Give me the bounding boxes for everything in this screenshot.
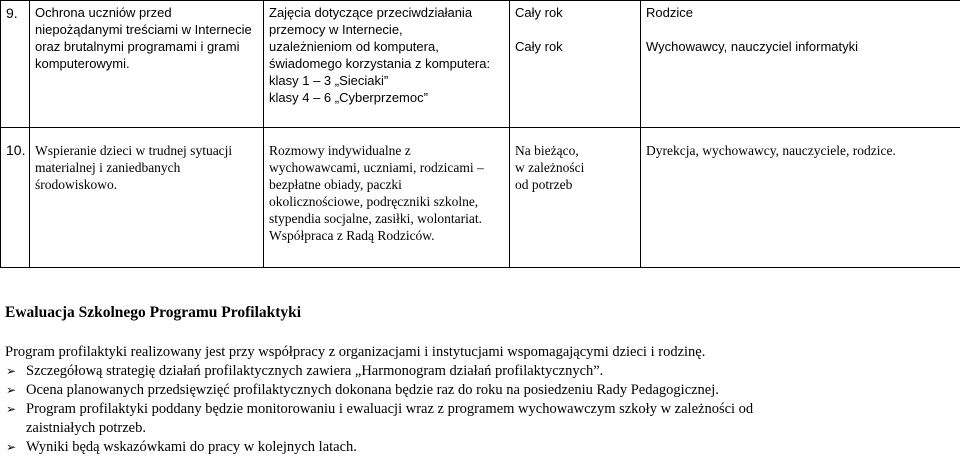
list-item — [5, 362, 955, 381]
actions-cell — [264, 1, 510, 128]
list-item — [5, 400, 955, 438]
topic-line: środowiskowo. — [35, 177, 118, 192]
time-line: Na bieżąco, — [515, 143, 579, 158]
evaluation-section — [5, 303, 955, 457]
responsible-line: Wychowawcy, nauczyciel informatyki — [646, 39, 859, 54]
table-row — [1, 128, 960, 268]
action-line: stypendia socjalne, zasiłki, wolontariat. — [269, 211, 482, 226]
arrow-bullet-icon: ➢ — [6, 440, 17, 454]
topic-line: materialnej i zaniedbanych — [35, 160, 181, 175]
action-line: klasy 4 – 6 „Cyberprzemoc” — [269, 90, 428, 105]
list-item — [5, 438, 955, 457]
bullet-text: zaistniałych potrzeb. — [26, 420, 146, 436]
action-line: okolicznościowe, podręczniki szkolne, — [269, 194, 479, 209]
row-number: 10. — [6, 142, 26, 158]
action-line: klasy 1 – 3 „Sieciaki” — [269, 73, 389, 88]
time-line: Cały rok — [515, 39, 563, 54]
action-line: Współpraca z Radą Rodziców. — [269, 228, 435, 243]
bullet-text: Wyniki będą wskazówkami do pracy w kolejnych latach. — [26, 439, 357, 455]
topic-line: niepożądanymi treściami w Internecie — [35, 22, 252, 37]
topic-line: oraz brutalnymi programami i grami — [35, 39, 240, 54]
arrow-bullet-icon: ➢ — [6, 383, 17, 397]
section-title: Ewaluacja Szkolnego Programu Profilaktyki — [5, 304, 302, 321]
topic-cell — [30, 128, 264, 268]
intro-paragraph: Program profilaktyki realizowany jest przy współpracy z organizacjami i instytucjami wspomagającymi dzieci i rodzinę. — [5, 344, 706, 360]
actions-cell — [264, 128, 510, 268]
row-number: 9. — [6, 5, 18, 21]
bullet-text: Program profilaktyki poddany będzie monitorowaniu i ewaluacji wraz z programem wychowawczym szkoły w zależności od — [26, 401, 754, 417]
list-item — [5, 381, 955, 400]
row-number-cell — [1, 1, 30, 128]
responsible-cell — [641, 128, 960, 268]
time-line: od potrzeb — [515, 177, 573, 192]
topic-line: Ochrona uczniów przed — [35, 5, 172, 20]
bullet-text: Ocena planowanych przedsięwzięć profilaktycznych dokonana będzie raz do roku na posiedzeniu Rady Pedagogicznej. — [26, 382, 719, 398]
action-line: Zajęcia dotyczące przeciwdziałania — [269, 5, 473, 20]
action-line: Rozmowy indywidualne z — [269, 143, 411, 158]
responsible-line: Rodzice — [646, 5, 693, 20]
topic-line: komputerowymi. — [35, 56, 130, 71]
action-line: świadomego korzystania z komputera: — [269, 56, 491, 71]
evaluation-bullet-list — [5, 362, 955, 457]
row-number-cell — [1, 128, 30, 268]
bullet-text: Szczegółową strategię działań profilaktycznych zawiera „Harmonogram działań profilaktycznych”. — [26, 363, 604, 379]
time-line: Cały rok — [515, 5, 563, 20]
responsible-line: Dyrekcja, wychowawcy, nauczyciele, rodzice. — [646, 143, 896, 158]
arrow-bullet-icon: ➢ — [6, 402, 17, 416]
table-row — [1, 1, 960, 128]
action-line: przemocy w Internecie, — [269, 22, 403, 37]
time-cell — [510, 128, 641, 268]
topic-cell — [30, 1, 264, 128]
action-line: bezpłatne obiady, paczki — [269, 177, 402, 192]
responsible-cell — [641, 1, 960, 128]
topic-line: Wspieranie dzieci w trudnej sytuacji — [35, 143, 233, 158]
time-cell — [510, 1, 641, 128]
action-line: uzależnieniom od komputera, — [269, 39, 439, 54]
arrow-bullet-icon: ➢ — [6, 364, 17, 378]
time-line: w zależności — [515, 160, 585, 175]
action-line: wychowawcami, uczniami, rodzicami – — [269, 160, 484, 175]
